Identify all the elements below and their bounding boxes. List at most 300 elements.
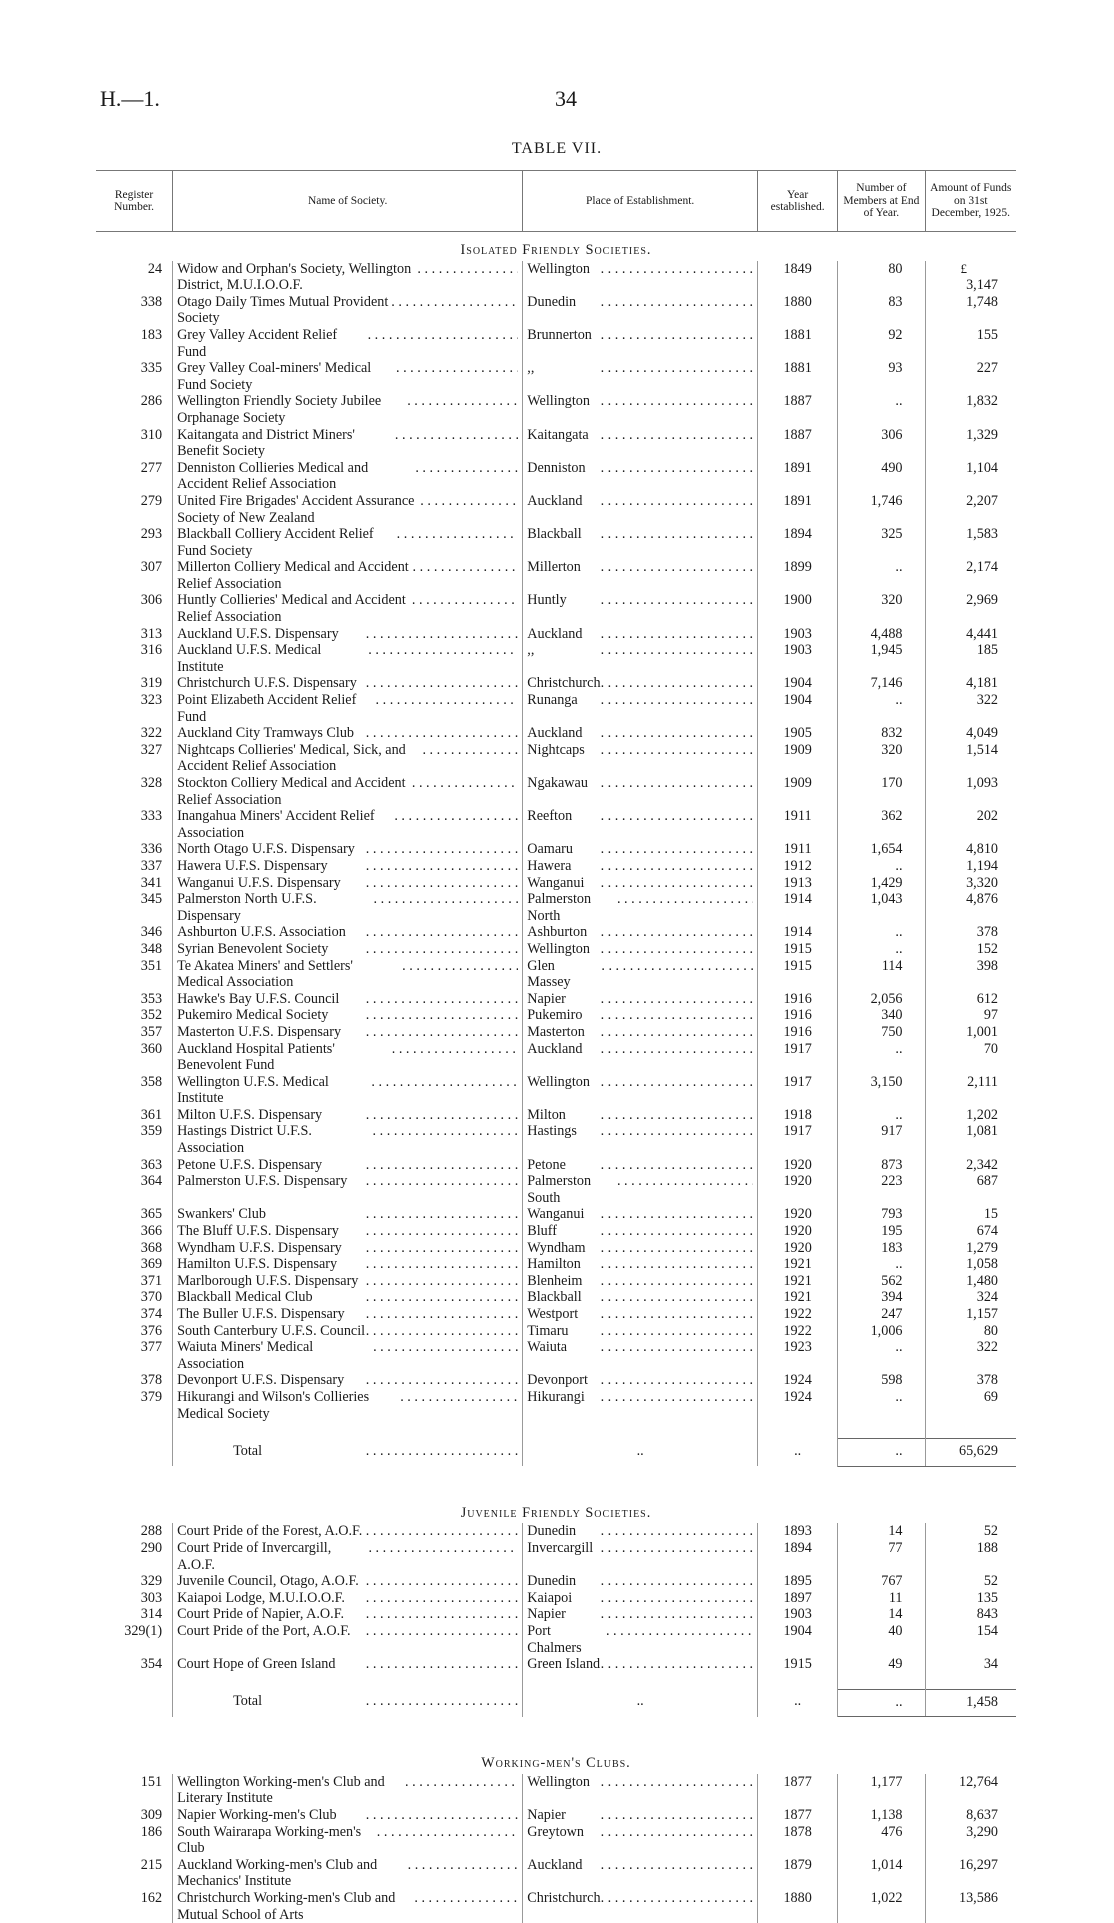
place-of-establishment-wrapper <box>527 1223 753 1240</box>
total-label-wrapper <box>233 1693 518 1710</box>
place-of-establishment: Waiuta <box>527 1339 567 1356</box>
funds-amount: 674 <box>930 1223 999 1240</box>
funds-amount-cell <box>925 526 1016 559</box>
funds-amount-cell <box>925 261 1016 294</box>
year-established: 1881 <box>758 360 838 393</box>
society-name: Court Pride of Napier, A.O.F. <box>177 1606 344 1623</box>
place-of-establishment: Runanga <box>527 692 577 709</box>
place-of-establishment-wrapper <box>527 1074 753 1091</box>
funds-amount-cell <box>925 941 1016 958</box>
society-name-cell <box>173 261 523 294</box>
society-name-cell <box>173 924 523 941</box>
year-established: 1900 <box>758 592 838 625</box>
members-count: 1,429 <box>838 875 925 892</box>
dot-leader <box>402 958 518 991</box>
table-row <box>96 1573 1016 1590</box>
funds-amount: 4,810 <box>930 841 999 858</box>
members-count: 873 <box>838 1157 925 1174</box>
register-number: 336 <box>96 841 173 858</box>
place-of-establishment: Auckland <box>527 626 582 643</box>
spacer-cell <box>758 1673 838 1690</box>
dot-leader <box>592 327 753 344</box>
funds-amount-cell <box>925 1024 1016 1041</box>
place-cell <box>523 559 758 592</box>
dot-leader <box>400 1389 518 1422</box>
register-number: 290 <box>96 1540 173 1573</box>
dot-leader <box>589 427 753 444</box>
register-number: 374 <box>96 1306 173 1323</box>
header-place-of-establishment: Place of Establishment. <box>523 171 758 232</box>
place-of-establishment: Greytown <box>527 1824 584 1841</box>
dot-leader <box>344 1606 518 1623</box>
dot-leader <box>339 991 518 1008</box>
funds-amount-cell <box>925 1206 1016 1223</box>
dot-leader <box>569 1323 754 1340</box>
society-name-wrapper <box>177 1223 518 1240</box>
year-established: 1897 <box>758 1590 838 1607</box>
place-cell <box>523 493 758 526</box>
year-established: 1916 <box>758 1007 838 1024</box>
place-cell <box>523 1157 758 1174</box>
spacer-cell <box>173 1673 523 1690</box>
place-of-establishment-wrapper <box>527 991 753 1008</box>
place-of-establishment: Hawera <box>527 858 571 875</box>
dot-leader <box>606 1623 753 1656</box>
year-established: 1891 <box>758 493 838 526</box>
table-row <box>96 808 1016 841</box>
dot-leader <box>582 493 753 510</box>
place-cell <box>523 875 758 892</box>
dot-leader <box>567 1339 753 1356</box>
society-name: Syrian Benevolent Society <box>177 941 328 958</box>
place-cell <box>523 941 758 958</box>
place-cell <box>523 1656 758 1673</box>
place-cell <box>523 1606 758 1623</box>
funds-amount-cell <box>925 775 1016 808</box>
place-of-establishment-wrapper <box>527 742 753 759</box>
society-name-cell <box>173 1623 523 1656</box>
society-name: Wellington U.F.S. Medical Institute <box>177 1074 371 1107</box>
society-name-cell <box>173 1157 523 1174</box>
members-count: .. <box>838 1389 925 1422</box>
total-year: .. <box>758 1439 838 1467</box>
society-name: Court Pride of the Port, A.O.F. <box>177 1623 350 1640</box>
dot-leader <box>357 675 518 692</box>
funds-amount-cell <box>925 875 1016 892</box>
place-of-establishment-wrapper <box>527 1107 753 1124</box>
dot-leader <box>590 393 753 410</box>
place-of-establishment-wrapper <box>527 858 753 875</box>
register-number: 277 <box>96 460 173 493</box>
funds-amount-cell <box>925 991 1016 1008</box>
place-of-establishment: Wellington <box>527 1774 590 1791</box>
society-name-cell <box>173 841 523 858</box>
society-name-wrapper <box>177 393 518 426</box>
members-count: 114 <box>838 958 925 991</box>
funds-amount-cell <box>925 592 1016 625</box>
dot-leader <box>578 1306 753 1323</box>
place-of-establishment-wrapper <box>527 958 753 991</box>
funds-amount: 843 <box>930 1606 999 1623</box>
place-of-establishment-wrapper <box>527 1573 753 1590</box>
place-of-establishment: Napier <box>527 991 566 1008</box>
table-row <box>96 1890 1016 1923</box>
dot-leader <box>335 1656 518 1673</box>
dot-leader <box>337 1256 518 1273</box>
table-row <box>96 1107 1016 1124</box>
place-of-establishment: Invercargill <box>527 1540 593 1557</box>
place-of-establishment: Masterton <box>527 1024 585 1041</box>
table-row <box>96 1606 1016 1623</box>
society-name-wrapper <box>177 1807 518 1824</box>
funds-amount-cell <box>925 1590 1016 1607</box>
funds-amount: 4,049 <box>930 725 999 742</box>
year-established: 1915 <box>758 958 838 991</box>
table-row <box>96 592 1016 625</box>
funds-amount: 4,441 <box>930 626 999 643</box>
register-number: 327 <box>96 742 173 775</box>
society-name-wrapper <box>177 1173 518 1190</box>
register-number: 376 <box>96 1323 173 1340</box>
dot-leader <box>355 841 518 858</box>
members-count: 1,138 <box>838 1807 925 1824</box>
register-number: 303 <box>96 1590 173 1607</box>
members-count: .. <box>838 1107 925 1124</box>
society-name: Hawera U.F.S. Dispensary <box>177 858 328 875</box>
table-row <box>96 1372 1016 1389</box>
society-name-cell <box>173 775 523 808</box>
funds-amount-cell <box>925 642 1016 675</box>
place-cell <box>523 526 758 559</box>
funds-amount-cell <box>925 1223 1016 1240</box>
register-number: 338 <box>96 294 173 327</box>
register-number: 151 <box>96 1774 173 1807</box>
place-of-establishment: Hamilton <box>527 1256 581 1273</box>
society-name: Widow and Orphan's Society, Wellington District, M.U.I.O.O.F. <box>177 261 417 294</box>
funds-amount-cell <box>925 1372 1016 1389</box>
society-name-wrapper <box>177 1107 518 1124</box>
members-count: 14 <box>838 1606 925 1623</box>
place-cell <box>523 775 758 808</box>
total-place: .. <box>523 1689 758 1717</box>
members-count: .. <box>838 941 925 958</box>
register-number: 369 <box>96 1256 173 1273</box>
register-number: 286 <box>96 393 173 426</box>
society-name-wrapper <box>177 1890 518 1923</box>
total-members: .. <box>838 1689 925 1717</box>
society-name-cell <box>173 393 523 426</box>
funds-amount-cell <box>925 1807 1016 1824</box>
table-row <box>96 1041 1016 1074</box>
year-established: 1920 <box>758 1157 838 1174</box>
dot-leader <box>373 1339 518 1372</box>
year-established: 1916 <box>758 991 838 1008</box>
register-number: 307 <box>96 559 173 592</box>
society-name-wrapper <box>177 1007 518 1024</box>
society-name-cell <box>173 1372 523 1389</box>
societies-table <box>96 170 1016 1923</box>
place-of-establishment: Westport <box>527 1306 578 1323</box>
place-of-establishment-wrapper <box>527 1890 753 1907</box>
register-number: 371 <box>96 1273 173 1290</box>
society-name-cell <box>173 941 523 958</box>
table-row <box>96 1256 1016 1273</box>
dot-leader <box>584 875 753 892</box>
society-name: Hawke's Bay U.F.S. Council <box>177 991 339 1008</box>
members-count: 93 <box>838 360 925 393</box>
society-name: Wellington Friendly Society Jubilee Orphanage Society <box>177 393 407 426</box>
society-name-wrapper <box>177 1774 518 1807</box>
society-name-cell <box>173 1656 523 1673</box>
dot-leader <box>371 1074 518 1107</box>
funds-amount-cell <box>925 1573 1016 1590</box>
table-header-row <box>96 171 1016 232</box>
register-number: 316 <box>96 642 173 675</box>
place-of-establishment-wrapper <box>527 1339 753 1356</box>
members-count: 2,056 <box>838 991 925 1008</box>
table-row <box>96 775 1016 808</box>
register-number: 310 <box>96 427 173 460</box>
year-established: 1923 <box>758 1339 838 1372</box>
place-cell <box>523 725 758 742</box>
funds-amount: 322 <box>930 1339 999 1356</box>
dot-leader <box>582 1273 753 1290</box>
place-of-establishment-wrapper <box>527 1540 753 1557</box>
funds-amount-cell <box>925 1774 1016 1807</box>
society-name-wrapper <box>177 858 518 875</box>
society-name-wrapper <box>177 526 518 559</box>
funds-amount-cell <box>925 294 1016 327</box>
register-number: 319 <box>96 675 173 692</box>
table-row <box>96 1024 1016 1041</box>
dot-leader <box>576 1523 753 1540</box>
place-cell <box>523 1206 758 1223</box>
table-row <box>96 1206 1016 1223</box>
society-name: Waiuta Miners' Medical Association <box>177 1339 373 1372</box>
members-count: 1,043 <box>838 891 925 924</box>
year-established: 1904 <box>758 1623 838 1656</box>
year-established: 1917 <box>758 1123 838 1156</box>
spacer-cell <box>96 1466 1016 1491</box>
year-established: 1894 <box>758 526 838 559</box>
table-row <box>96 1623 1016 1656</box>
society-name-wrapper <box>177 1306 518 1323</box>
register-number: 370 <box>96 1289 173 1306</box>
place-of-establishment-wrapper <box>527 1240 753 1257</box>
table-row <box>96 858 1016 875</box>
register-number: 351 <box>96 958 173 991</box>
dot-leader <box>313 1289 519 1306</box>
year-established: 1922 <box>758 1306 838 1323</box>
place-of-establishment: Huntly <box>527 592 566 609</box>
society-name: Christchurch Working-men's Club and Mutual School of Arts <box>177 1890 414 1923</box>
society-name-cell <box>173 1024 523 1041</box>
place-cell <box>523 393 758 426</box>
place-cell <box>523 675 758 692</box>
year-established: 1878 <box>758 1824 838 1857</box>
dot-leader <box>576 294 753 311</box>
total-label: Total <box>233 1443 262 1460</box>
funds-amount: 154 <box>930 1623 999 1640</box>
funds-amount: 135 <box>930 1590 999 1607</box>
table-row <box>96 1007 1016 1024</box>
members-count: .. <box>838 924 925 941</box>
dot-leader <box>413 559 519 592</box>
members-count: 320 <box>838 592 925 625</box>
place-of-establishment-wrapper <box>527 592 753 609</box>
register-number: 378 <box>96 1372 173 1389</box>
society-name-cell <box>173 294 523 327</box>
society-name-wrapper <box>177 1289 518 1306</box>
dot-leader <box>345 1590 518 1607</box>
members-count: .. <box>838 692 925 725</box>
register-number: 368 <box>96 1240 173 1257</box>
dot-leader <box>601 958 753 991</box>
society-name: Otago Daily Times Mutual Provident Society <box>177 294 391 327</box>
place-cell <box>523 808 758 841</box>
society-name-wrapper <box>177 1240 518 1257</box>
dot-leader <box>377 1824 518 1857</box>
members-count: 362 <box>838 808 925 841</box>
register-number: 360 <box>96 1041 173 1074</box>
society-name: Blackball Colliery Accident Relief Fund Society <box>177 526 397 559</box>
members-count: 195 <box>838 1223 925 1240</box>
dot-leader <box>566 1606 753 1623</box>
members-count: 767 <box>838 1573 925 1590</box>
place-of-establishment-wrapper <box>527 891 753 924</box>
dot-leader <box>365 1323 518 1340</box>
spacer-cell <box>173 1422 523 1439</box>
place-of-establishment-wrapper <box>527 1157 753 1174</box>
dot-leader <box>566 1807 753 1824</box>
funds-amount-cell <box>925 958 1016 991</box>
year-established: 1881 <box>758 327 838 360</box>
society-name: Kaitangata and District Miners' Benefit Society <box>177 427 395 460</box>
society-name-wrapper <box>177 1540 518 1573</box>
dot-leader <box>339 1223 518 1240</box>
register-number: 323 <box>96 692 173 725</box>
funds-amount: 1,093 <box>930 775 999 792</box>
society-name: Milton U.F.S. Dispensary <box>177 1107 322 1124</box>
funds-amount: 398 <box>930 958 999 975</box>
year-established: 1903 <box>758 1606 838 1623</box>
table-row <box>96 294 1016 327</box>
place-of-establishment-wrapper <box>527 1623 753 1656</box>
dot-leader <box>368 642 518 675</box>
society-name: Court Hope of Green Island <box>177 1656 335 1673</box>
funds-amount-cell <box>925 1256 1016 1273</box>
members-count: 3,150 <box>838 1074 925 1107</box>
table-row <box>96 1240 1016 1257</box>
document-reference: H.—1. <box>100 86 160 112</box>
dot-leader <box>373 1123 519 1156</box>
society-name-wrapper <box>177 261 518 294</box>
register-number: 366 <box>96 1223 173 1240</box>
members-count: .. <box>838 1339 925 1372</box>
society-name: Christchurch U.F.S. Dispensary <box>177 675 357 692</box>
place-of-establishment: Reefton <box>527 808 572 825</box>
society-name-cell <box>173 1273 523 1290</box>
place-cell <box>523 1041 758 1074</box>
members-count: 40 <box>838 1623 925 1656</box>
place-cell <box>523 1306 758 1323</box>
society-name-cell <box>173 1590 523 1607</box>
funds-amount: 2,207 <box>930 493 999 510</box>
place-of-establishment-wrapper <box>527 393 753 410</box>
society-name: Nightcaps Collieries' Medical, Sick, and Accident Relief Association <box>177 742 422 775</box>
place-of-establishment: Brunnerton <box>527 327 592 344</box>
funds-amount: 52 <box>930 1523 999 1540</box>
place-cell <box>523 1774 758 1807</box>
dot-leader <box>587 924 753 941</box>
place-of-establishment: Blackball <box>527 1289 581 1306</box>
dot-leader <box>328 941 518 958</box>
total-place: .. <box>523 1439 758 1467</box>
funds-amount: 8,637 <box>930 1807 999 1824</box>
register-number: 352 <box>96 1007 173 1024</box>
society-name: Auckland U.F.S. Dispensary <box>177 626 339 643</box>
dot-leader <box>262 1693 518 1710</box>
society-name-wrapper <box>177 875 518 892</box>
funds-amount: 12,764 <box>930 1774 999 1791</box>
funds-amount: 1,194 <box>930 858 999 875</box>
society-name: Devonport U.F.S. Dispensary <box>177 1372 344 1389</box>
year-established: 1917 <box>758 1041 838 1074</box>
year-established: 1905 <box>758 725 838 742</box>
total-label: Total <box>233 1693 262 1710</box>
spacer-cell <box>838 1673 925 1690</box>
funds-amount-cell <box>925 1523 1016 1540</box>
members-count: .. <box>838 1256 925 1273</box>
table-row <box>96 725 1016 742</box>
dot-leader <box>582 1007 753 1024</box>
spacer-row <box>96 1717 1016 1742</box>
dot-leader <box>576 1573 753 1590</box>
society-name-cell <box>173 1306 523 1323</box>
dot-leader <box>391 294 518 327</box>
dot-leader <box>414 1890 518 1923</box>
year-established: 1849 <box>758 261 838 294</box>
place-of-establishment-wrapper <box>527 526 753 543</box>
spacer-cell <box>523 1673 758 1690</box>
society-name-wrapper <box>177 1206 518 1223</box>
total-label-cell <box>173 1689 523 1717</box>
funds-amount-cell <box>925 858 1016 875</box>
society-name: Huntly Collieries' Medical and Accident Relief Association <box>177 592 412 625</box>
society-name-wrapper <box>177 460 518 493</box>
society-name-cell <box>173 1389 523 1422</box>
members-count: 793 <box>838 1206 925 1223</box>
members-count: 306 <box>838 427 925 460</box>
table-row <box>96 493 1016 526</box>
year-established: 1904 <box>758 692 838 725</box>
register-number: 328 <box>96 775 173 808</box>
place-of-establishment: ,, <box>527 642 534 659</box>
society-name-cell <box>173 1323 523 1340</box>
place-of-establishment: Auckland <box>527 1041 582 1058</box>
members-count: 598 <box>838 1372 925 1389</box>
table-row <box>96 1223 1016 1240</box>
table-row <box>96 427 1016 460</box>
society-name-cell <box>173 1807 523 1824</box>
funds-amount: 52 <box>930 1573 999 1590</box>
dot-leader <box>328 858 519 875</box>
place-of-establishment: Ngakawau <box>527 775 588 792</box>
table-row <box>96 626 1016 643</box>
society-name-cell <box>173 808 523 841</box>
table-row <box>96 261 1016 294</box>
place-of-establishment: Oamaru <box>527 841 573 858</box>
